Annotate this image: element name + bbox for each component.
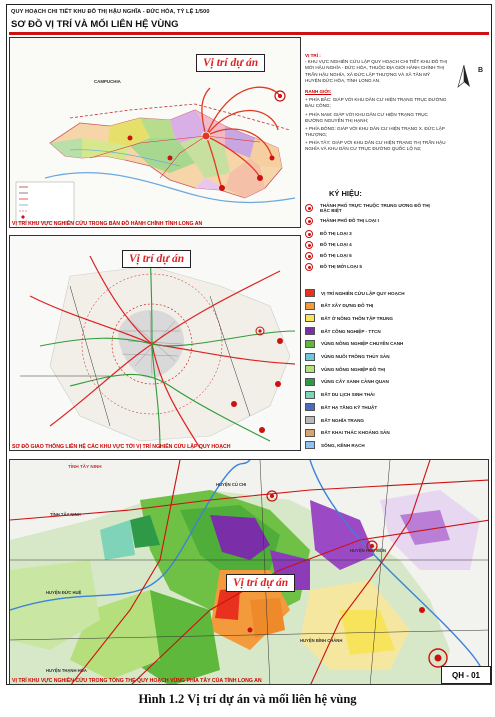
legend-label: ĐẤT HẠ TẦNG KỸ THUẬT (321, 404, 378, 410)
legend-land-use-row (305, 288, 405, 298)
notes-boundary-south: + PHÍA NAM: GIÁP VỚI KHU DÂN CƯ HIỆN TRẠNG TRỤC ĐƯỜNG NGUYỄN THỊ HẠNH; (305, 111, 428, 123)
traffic-map-graphic (10, 236, 301, 451)
notes-boundary-north: + PHÍA BẮC: GIÁP VỚI KHU DÂN CƯ HIỆN TRẠNG TRỤC ĐƯỜNG BÀU CÔNG; (305, 97, 447, 109)
legend-label: VÙNG NUÔI TRỒNG THỦY SẢN (321, 354, 390, 359)
legend-land-use-row (305, 402, 377, 412)
map-label-campuchia: CAMPUCHIA (94, 79, 121, 84)
legend-swatch (305, 314, 315, 322)
city-marker-icon (305, 217, 313, 225)
map-panel-province (9, 37, 301, 228)
regional-map-graphic (10, 460, 489, 685)
panel-caption-province: VỊ TRÍ KHU VỰC NGHIÊN CỨU TRONG BẢN ĐỒ HÀNH CHÍNH TỈNH LONG AN (12, 221, 203, 227)
legend-swatch (305, 289, 315, 297)
legend-land-use-row (305, 390, 375, 400)
legend-swatch (305, 429, 315, 437)
legend-city-symbol-row (305, 251, 430, 261)
legend-land-use-row (305, 339, 403, 349)
panel-caption-regional: VỊ TRÍ KHU VỰC NGHIÊN CỨU TRONG TỔNG THỂ QUY HOẠCH VÙNG PHÍA TÂY CỦA TỈNH LONG AN (12, 678, 262, 684)
legend-city-symbol-row (305, 216, 430, 226)
legend-label: VÙNG CÂY XANH CẢNH QUAN (321, 379, 389, 385)
legend-land-use-row (305, 352, 390, 362)
legend-label: THÀNH PHỐ ĐÔ THỊ LOẠI I (320, 218, 379, 224)
legend-label: VỊ TRÍ NGHIÊN CỨU LẬP QUY HOẠCH (321, 290, 405, 296)
legend-land-use-row (305, 326, 381, 336)
legend-label: ĐẤT KHAI THÁC KHOÁNG SẢN (321, 430, 390, 436)
legend-land-use-row (305, 415, 364, 425)
legend-swatch (305, 441, 315, 449)
notes-boundary-heading: RANH GIỚI: (305, 88, 332, 94)
legend-label: ĐẤT Ở NÔNG THÔN TẬP TRUNG (321, 315, 393, 321)
legend-label: ĐẤT DU LỊCH SINH THÁI (321, 392, 375, 398)
drawing-sheet (6, 4, 492, 685)
legend-swatch (305, 340, 315, 348)
north-arrow-icon (453, 63, 475, 93)
city-marker-icon (305, 241, 313, 249)
map-label-cu-chi: HUYỆN CỦ CHI (216, 482, 247, 487)
map-label-binh-chanh: HUYỆN BÌNH CHÁNH (300, 638, 343, 643)
legend-label: ĐẤT CÔNG NGHIỆP - TTCN (321, 328, 381, 334)
legend-label: ĐÔ THỊ LOẠI 4 (320, 242, 352, 248)
legend-label: ĐẤT XÂY DỰNG ĐÔ THỊ (321, 303, 374, 309)
project-location-callout: Vị trí dự án (196, 54, 265, 72)
city-marker-icon (305, 252, 313, 260)
notes-boundary-east: + PHÍA ĐÔNG: GIÁP VỚI KHU DÂN CƯ HIỆN TRẠNG X. ĐỨC LẬP THƯỢNG; (305, 125, 445, 138)
figure-caption: Hình 1.2 Vị trí dự án và mối liên hệ vùng (138, 692, 357, 706)
project-location-callout: Vị trí dự án (122, 250, 191, 268)
legend-label: ĐẤT NGHĨA TRANG (321, 417, 364, 423)
legend-swatch (305, 327, 315, 335)
map-label-tay-ninh-1: TỈNH TÂY NINH (68, 464, 102, 469)
map-label-thanh-hoa: HUYỆN THẠNH HÓA (46, 668, 87, 673)
legend-swatch (305, 365, 315, 373)
legend-land-use-row (305, 301, 373, 311)
legend-land-use-row (305, 440, 365, 450)
legend-swatch (305, 416, 315, 424)
legend-land-use-row (305, 364, 385, 374)
project-notes (305, 53, 447, 153)
legend-label: ĐÔ THỊ MỚI LOẠI 5 (320, 264, 362, 270)
panel-caption-traffic: SƠ ĐỒ GIAO THÔNG LIÊN HỆ CÁC KHU VỰC TỚI VỊ TRÍ NGHIÊN CỨU LẬP QUY HOẠCH (12, 444, 231, 450)
city-marker-icon (305, 230, 313, 238)
legend-title: KÝ HIỆU: (329, 189, 362, 198)
map-panel-regional (9, 459, 489, 685)
legend-swatch (305, 302, 315, 310)
legend-swatch (305, 378, 315, 386)
legend-city-symbol-row (305, 229, 430, 239)
map-label-hoc-mon: HUYỆN HÓC MÔN (350, 548, 387, 553)
legend-label: SÔNG, KÊNH RẠCH (321, 442, 365, 448)
legend-land-use-row (305, 377, 389, 387)
notes-heading: VỊ TRÍ : (305, 53, 321, 58)
notes-location: - KHU VỰC NGHIÊN CỨU LẬP QUY HOẠCH CHI TIẾT KHU ĐÔ THỊ MỚI HẬU NGHĨA - ĐỨC HÒA, THUỘC ĐỊA GIỚI HÀNH CHÍNH THỊ TRẤN HẬU NGHĨA, XÃ ĐỨC LẬP THƯỢNG VÀ XÃ TÂN MỸ HUYỆN ĐỨC HÒA, TỈNH LONG AN. (305, 59, 447, 83)
header-project-line: QUY HOẠCH CHI TIẾT KHU ĐÔ THỊ HẬU NGHĨA - ĐỨC HÒA, TỶ LỆ 1/500 (11, 9, 210, 15)
page-title: SƠ ĐỒ VỊ TRÍ VÀ MỐI LIÊN HỆ VÙNG (11, 19, 179, 30)
legend-land-use-row (305, 428, 390, 438)
notes-boundary-west: + PHÍA TÂY: GIÁP VỚI KHU DÂN CƯ HIỆN TRẠNG THỊ TRẤN HẬU NGHĨA VÀ KHU DÂN CƯ TRỤC ĐƯỜNG QUỐC LỘ N2; (305, 140, 446, 152)
legend-swatch (305, 391, 315, 399)
legend-label: ĐÔ THỊ LOẠI 5 (320, 253, 352, 259)
legend-city-symbol-row (305, 262, 430, 272)
project-location-callout: Vị trí dự án (226, 574, 295, 592)
city-marker-icon (305, 204, 313, 212)
map-label-duc-hue: HUYỆN ĐỨC HUỆ (46, 590, 82, 595)
legend-label: VÙNG NÔNG NGHIỆP ĐÔ THỊ (321, 366, 385, 372)
map-label-tay-ninh-2: TỈNH TÂY NINH (50, 512, 81, 517)
legend-city-symbol-row (305, 240, 430, 250)
city-marker-icon (305, 263, 313, 271)
header-divider (9, 32, 489, 35)
legend-label: VÙNG NÔNG NGHIỆP CHUYÊN CANH (321, 341, 404, 347)
legend-city-symbol-row (305, 203, 430, 213)
legend-swatch (305, 403, 315, 411)
legend-swatch (305, 353, 315, 361)
map-panel-traffic (9, 235, 301, 451)
north-arrow-label: B (478, 67, 484, 74)
sheet-number: QH - 01 (441, 666, 491, 684)
legend-label: THÀNH PHỐ TRỰC THUỘC TRUNG ƯƠNG ĐÔ THỊ ĐẶC BIỆT (320, 202, 430, 213)
legend-label: ĐÔ THỊ LOẠI 3 (320, 231, 352, 237)
legend-land-use-row (305, 313, 393, 323)
